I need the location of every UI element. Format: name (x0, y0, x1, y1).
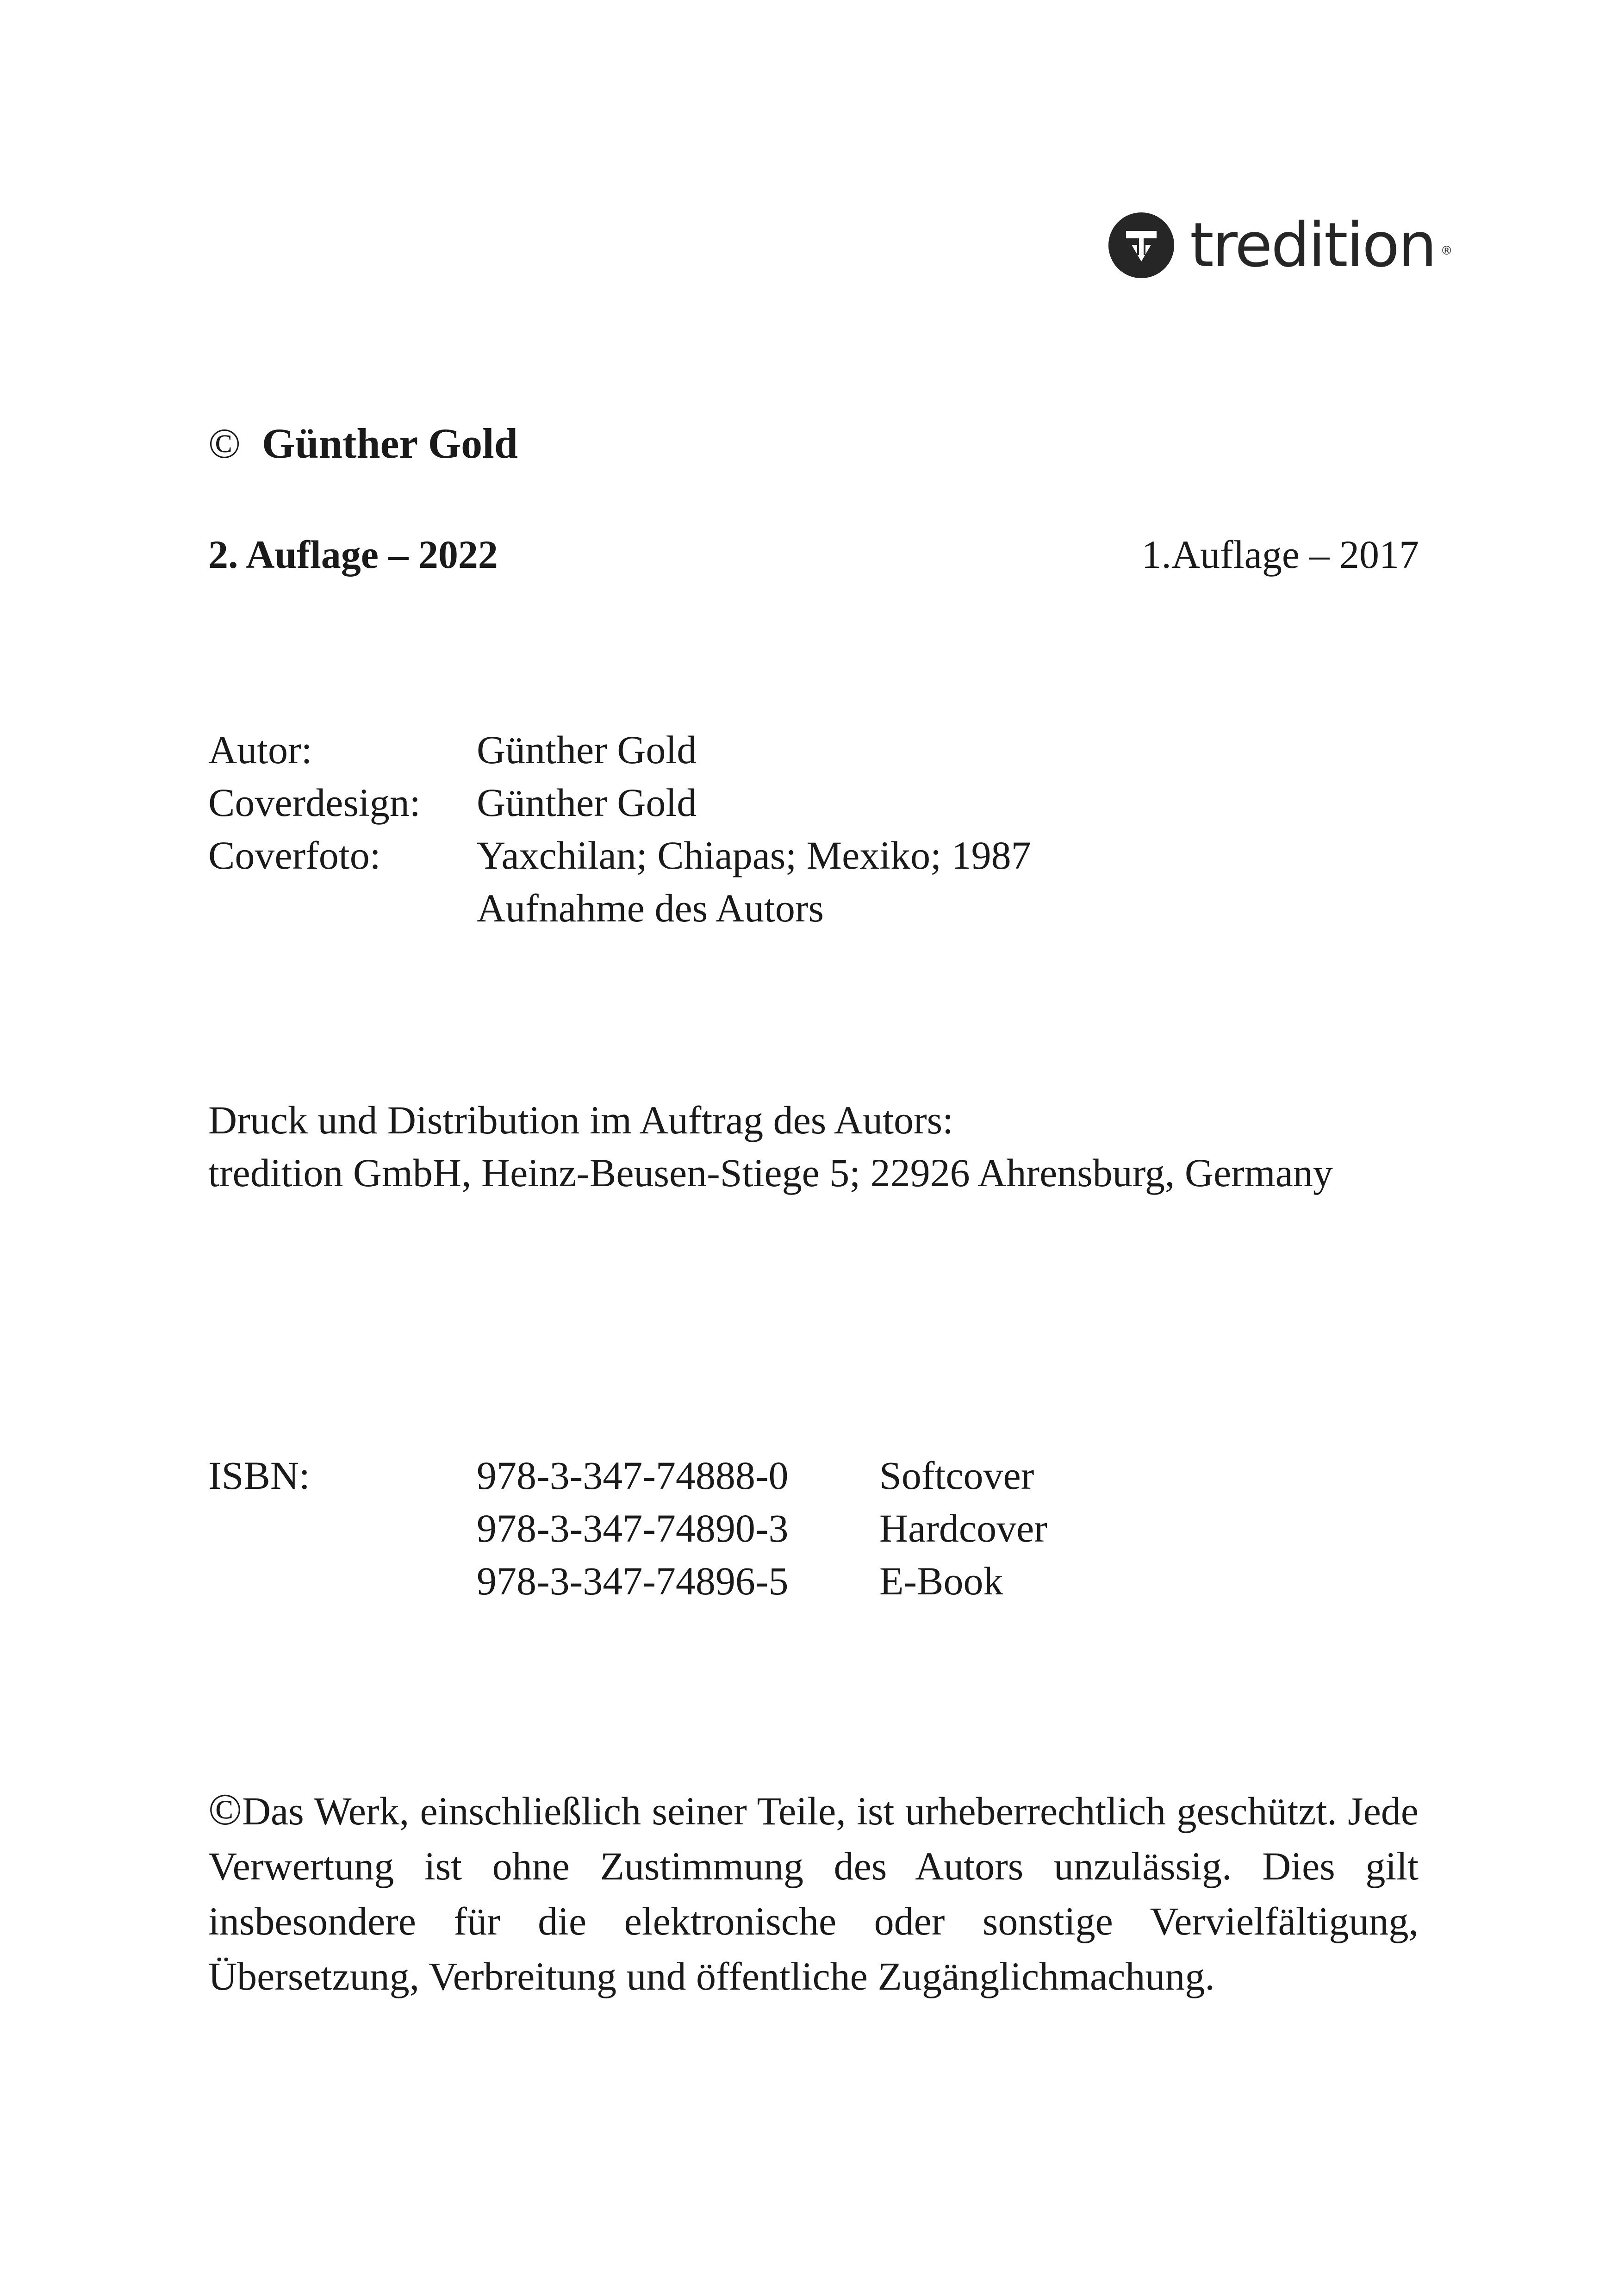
credit-row-coverdesign (208, 776, 1419, 829)
copyright-holder (208, 417, 518, 470)
credit-value: Günther Gold (477, 728, 697, 772)
logo-name: tredition (1190, 210, 1436, 281)
legal-text: Das Werk, einschließlich seiner Teile, ist urheberrechtlich geschützt. Jede Verwertung ist ohne Zustimmung des Autors unzulässig. Dies gilt insbesondere für die elektronische oder sonstige Vervielfältigung, Übersetzung, Verbreitung und öffentliche Zugänglichmachung. (208, 1789, 1419, 1998)
copyright-holder-name: Günther Gold (261, 420, 518, 467)
isbn-row (208, 1501, 1419, 1555)
credit-label: Coverdesign: (208, 780, 421, 825)
copyright-symbol: © (208, 420, 241, 467)
credit-label: Autor: (208, 728, 312, 772)
isbn-number: 978-3-347-74888-0 (477, 1453, 789, 1498)
credit-value: Günther Gold (477, 780, 697, 825)
distribution-line-1: Druck und Distribution im Auftrag des Autors: (208, 1098, 953, 1142)
credit-row-photo-note (208, 881, 1419, 935)
credit-row-author (208, 723, 1419, 777)
isbn-number: 978-3-347-74890-3 (477, 1506, 789, 1550)
registered-mark: ® (1440, 244, 1451, 258)
legal-copyright-symbol: © (208, 1785, 242, 1834)
isbn-format: Softcover (879, 1453, 1034, 1498)
isbn-format: E-Book (879, 1559, 1003, 1603)
credit-value: Aufnahme des Autors (477, 886, 824, 930)
publisher-logo (1108, 210, 1451, 281)
isbn-number: 978-3-347-74896-5 (477, 1559, 789, 1603)
first-edition: 1.Auflage – 2017 (1141, 532, 1419, 577)
credit-label: Coverfoto: (208, 833, 381, 877)
isbn-row (208, 1554, 1419, 1608)
isbn-label: ISBN: (208, 1453, 310, 1498)
credit-value: Yaxchilan; Chiapas; Mexiko; 1987 (477, 833, 1031, 877)
isbn-row (208, 1449, 1419, 1502)
current-edition: 2. Auflage – 2022 (208, 532, 498, 577)
credit-label (208, 881, 477, 935)
logo-wordmark (1190, 210, 1451, 281)
tredition-t-logo-icon (1108, 212, 1174, 278)
distribution-line-2: tredition GmbH, Heinz-Beusen-Stiege 5; 22926 Ahrensburg, Germany (208, 1151, 1333, 1195)
isbn-format: Hardcover (879, 1506, 1047, 1550)
credit-row-coverphoto (208, 828, 1419, 882)
legal-notice (208, 1782, 1419, 2004)
